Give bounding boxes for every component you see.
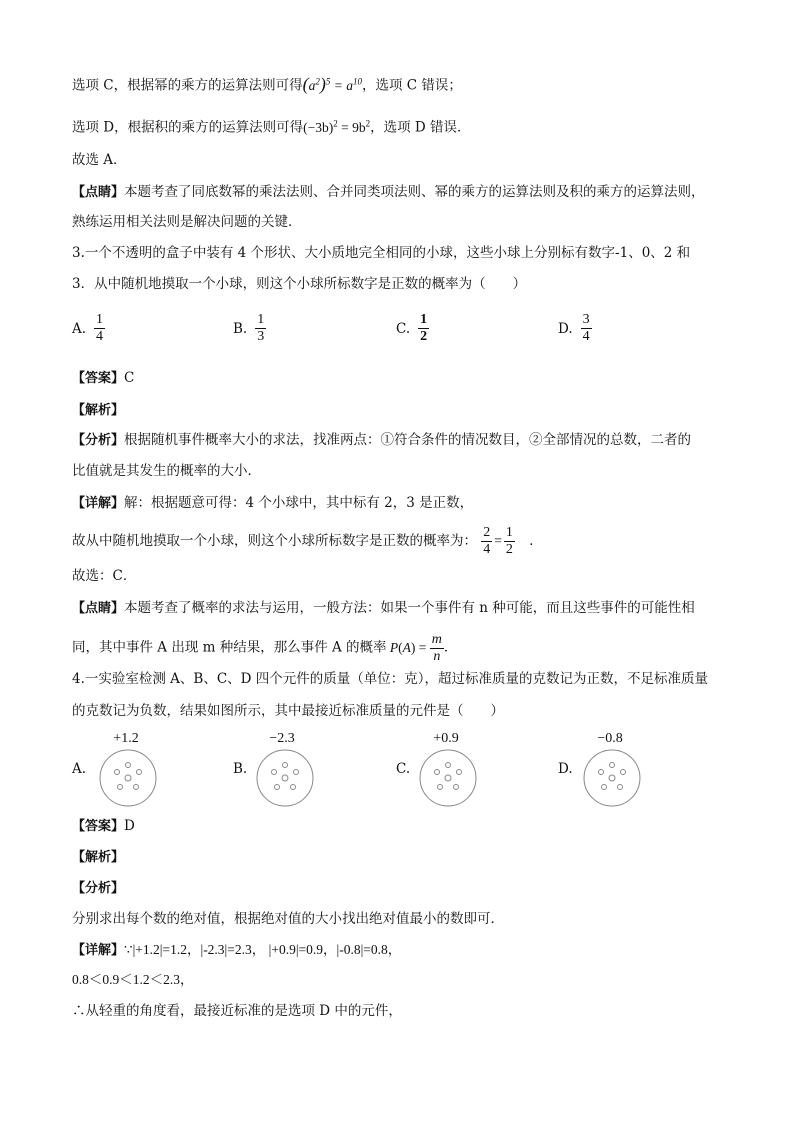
option-3-c: C. $\frac{1}{2}$ xyxy=(396,312,428,344)
line-dianjing: 【点睛】本题考查了同底数幂的乘法法则、合并同类项法则、幂的乘方的运算法则及积的乘方的运算法则， xyxy=(72,184,705,200)
fraction-1-2: $\frac{1}{2}$ xyxy=(505,525,513,557)
jiexi-4: 【解析】 xyxy=(72,850,125,865)
line-dianjing-2: 熟练运用相关法则是解决问题的关键． xyxy=(72,214,302,230)
fenxi-3-line-2: 比值就是其发生的概率的大小． xyxy=(72,463,261,479)
xiangjie-4-line-1: 【详解】∵|+1.2|=1.2，|-2.3|=2.3， |+0.9|=0.9，|-0.8|=0.8， xyxy=(72,942,402,958)
fenxi-4-tag: 【分析】 xyxy=(72,881,125,896)
fraction-2-4: $\frac{2}{4}$ xyxy=(483,525,491,557)
line-answer-choice: 故选 A． xyxy=(72,152,127,168)
question-4-line-1: 4.一实验室检测 A、B、C、D 四个元件的质量（单位：克），超过标准质量的克数记为正数，不足标准质量 xyxy=(72,671,709,687)
answer-4: 【答案】D xyxy=(72,818,135,834)
fenxi-4: 分别求出每个数的绝对值，根据绝对值的大小找出绝对值最小的数即可． xyxy=(72,911,504,927)
question-3-line-1: 3.一个不透明的盒子中装有 4 个形状、大小质地完全相同的小球，这些小球上分别标有数字-1、0、2 和 xyxy=(72,245,691,261)
option-3-a: A. $\frac{1}{4}$ xyxy=(72,312,104,344)
math-probability: P(A) = $\frac{m}{n}$ xyxy=(389,632,442,664)
disc-b-value: −2.3 xyxy=(269,731,295,746)
disc-d-icon xyxy=(582,748,642,808)
answer-3: 【答案】C xyxy=(72,370,135,386)
option-3-d: D. $\frac{3}{4}$ xyxy=(558,312,590,344)
disc-c-label: C. xyxy=(396,761,411,777)
xiangjie-4-line-2: 0.8＜0.9＜1.2＜2.3， xyxy=(72,972,194,987)
xiangjie-3-line-2: 故从中随机地摸取一个小球，则这个小球所标数字是正数的概率为： $\frac{2}{4}$ = $\frac{1}{2}$ ． xyxy=(72,525,543,557)
xiangjie-4-line-3: ∴从轻重的角度看，最接近标准的是选项 D 中的元件， xyxy=(72,1003,402,1019)
dianjing-3-line-2: 同，其中事件 A 出现 m 种结果，那么事件 A 的概率 P(A) = $\frac{m}{n}$ ． xyxy=(72,632,458,664)
jiexi-3: 【解析】 xyxy=(72,403,125,418)
question-3-line-2: 3．从中随机地摸取一个小球，则这个小球所标数字是正数的概率为（ ） xyxy=(72,276,527,292)
tag-dianjing: 【点睛】 xyxy=(72,185,125,200)
fenxi-3-line-1: 【分析】根据随机事件概率大小的求法，找准两点：①符合条件的情况数目，②全部情况的总数，二者的 xyxy=(72,432,692,448)
dianjing-3-line-1: 【点睛】本题考查了概率的求法与运用，一般方法：如果一个事件有 n 种可能，而且这些事件的可能性相 xyxy=(72,600,695,616)
line-option-d xyxy=(72,114,471,137)
guxuan-3: 故选：C． xyxy=(72,568,137,584)
text: 选项 D，根据积的乘方的运算法则可得 xyxy=(72,119,304,136)
disc-d-value: −0.8 xyxy=(597,731,623,746)
disc-b-label: B. xyxy=(233,761,248,777)
text: 选项 C，根据幂的乘方的运算法则可得 xyxy=(72,77,303,94)
option-3-b: B. $\frac{1}{3}$ xyxy=(233,312,265,344)
disc-b-icon xyxy=(255,748,315,808)
math-power-of-power: $(a^2)^5 = a^{10}$ xyxy=(302,73,362,94)
disc-a-value: +1.2 xyxy=(113,731,139,746)
disc-d-label: D. xyxy=(558,761,573,777)
disc-a-icon xyxy=(98,748,158,808)
disc-a-label: A. xyxy=(72,761,87,777)
question-4-line-2: 的克数记为负数，结果如图所示，其中最接近标准质量的元件是（ ） xyxy=(72,703,504,719)
disc-c-icon xyxy=(418,748,478,808)
text: ，选项 C 错误； xyxy=(362,77,462,94)
text: ，选项 D 错误． xyxy=(370,119,471,136)
xiangjie-3-line-1: 【详解】解：根据题意可得：4 个小球中，其中标有 2，3 是正数， xyxy=(72,495,474,511)
line-option-c xyxy=(72,72,462,95)
disc-c-value: +0.9 xyxy=(433,731,459,746)
math-power-of-product: $(-3b)^2 = 9b^2$ xyxy=(303,118,371,135)
